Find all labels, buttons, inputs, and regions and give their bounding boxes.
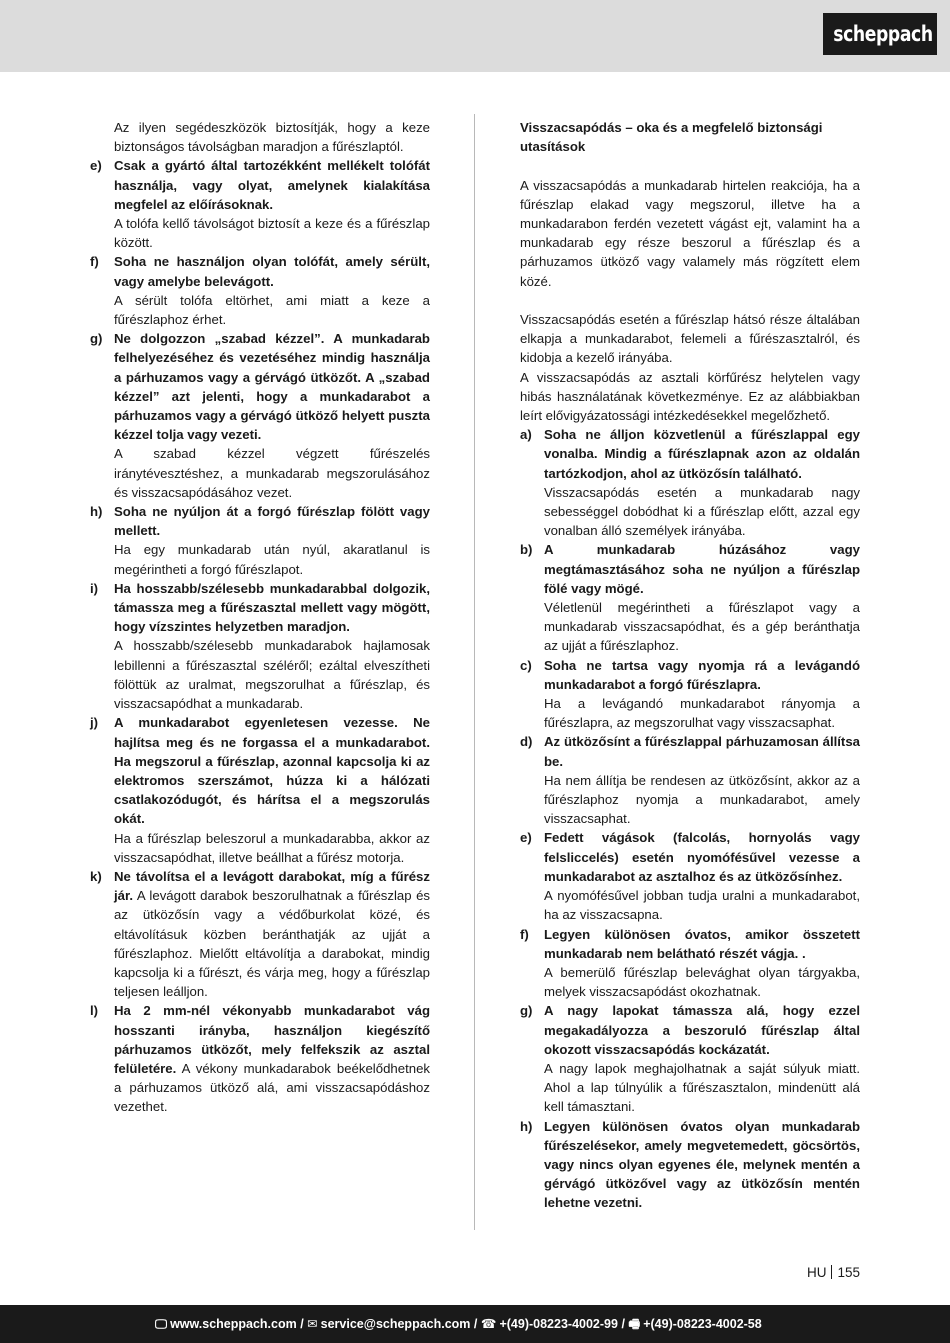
item-explanation: Visszacsapódás esetén a munkadarab nagy sebességgel dobódhat ki a fűrészlap előtt, azzal egy vonalban álló személyek irányába. bbox=[544, 484, 860, 539]
item-label: a) bbox=[520, 427, 532, 443]
list-item bbox=[520, 828, 860, 924]
list-item bbox=[520, 656, 860, 733]
item-explanation: A hosszabb/szélesebb munkadarabok hajlamosak lebillenni a fűrészasztal széléről; ezáltal elveszítheti fölöttük az uralmat, megszorulhat a fűrészlap, és visszacsapódhat a munkadarab. bbox=[114, 638, 430, 712]
item-instruction: Ha hosszabb/szélesebb munkadarabbal dolgozik, támassza meg a fűrészasztal mellett vagy mögött, hogy vízszintes helyzetben maradjon. bbox=[114, 580, 430, 635]
list-item bbox=[90, 502, 430, 579]
right-items-list bbox=[520, 425, 860, 1212]
intro-text: Az ilyen segédeszközök biztosítják, hogy a keze biztonságos távolságban maradjon a fűrészlaptól. bbox=[114, 120, 430, 155]
right-column bbox=[520, 118, 860, 1213]
item-label: h) bbox=[520, 1118, 533, 1134]
item-label: g) bbox=[90, 331, 103, 347]
footer-bar bbox=[0, 1305, 950, 1343]
item-label: e) bbox=[520, 830, 532, 846]
list-item bbox=[90, 867, 430, 1001]
left-column bbox=[90, 118, 430, 1117]
item-instruction: A munkadarabot egyenletesen vezesse. Ne hajlítsa meg és ne forgassa el a munkadarabot. Ha megszorul a fűrészlap, azonnal kapcsolja ki az elektromos szerszámot, húzza ki a hálózati csatlakozódugót, és hárítsa el a megszorulás okát. bbox=[114, 715, 430, 827]
email-link[interactable]: service@scheppach.com bbox=[320, 1317, 471, 1331]
item-explanation: Ha a fűrészlap beleszorul a munkadarabba, akkor az visszacsapódhat, illetve beállhat a fűrész motorja. bbox=[114, 830, 430, 865]
computer-icon: 🖵 bbox=[155, 1317, 168, 1331]
footer-separator: / bbox=[300, 1317, 304, 1331]
item-instruction: Soha ne használjon olyan tolófát, amely sérült, vagy amelybe belevágott. bbox=[114, 254, 430, 289]
item-label: b) bbox=[520, 542, 533, 558]
language-code: HU bbox=[806, 1265, 827, 1280]
item-label: e) bbox=[90, 158, 102, 174]
footer-separator: / bbox=[473, 1317, 478, 1331]
item-explanation: A nyomófésűvel jobban tudja uralni a munkadarabot, ha az visszacsapna. bbox=[544, 888, 860, 923]
list-item bbox=[520, 540, 860, 655]
scheppach-logo bbox=[823, 13, 937, 55]
item-explanation: Ha egy munkadarab után nyúl, akaratlanul is megérintheti a forgó fűrészlapot. bbox=[114, 542, 430, 577]
item-instruction: Ha 2 mm-nél vékonyabb munkadarabot vág hosszanti irányba, használjon kiegészítő párhuzamos ütközőt, mely felfekszik az asztal felületére. bbox=[114, 1003, 430, 1076]
item-instruction: A munkadarab húzásához vagy megtámasztásához soha ne nyúljon a fűrészlap fölé vagy mögé. bbox=[544, 542, 860, 596]
left-items-list bbox=[90, 156, 430, 1116]
phone-icon: ☎ bbox=[480, 1317, 497, 1331]
item-label: c) bbox=[520, 657, 532, 673]
item-instruction: Az ütközősínt a fűrészlappal párhuzamosan állítsa be. bbox=[544, 734, 860, 769]
list-item bbox=[90, 329, 430, 502]
item-label: f) bbox=[90, 254, 99, 270]
item-instruction: A nagy lapokat támassza alá, hogy ezzel megakadályozza a beszoruló fűrészlap által okozott visszacsapódás kockázatát. bbox=[544, 1003, 860, 1057]
item-instruction: Fedett vágások (falcolás, hornyolás vagy felsliccelés) esetén nyomófésűvel vezesse a munkadarabot az asztalhoz és az ütközősínhez. bbox=[544, 830, 860, 884]
item-instruction: Legyen különösen óvatos olyan munkadarab fűrészelésekor, amely megvetemedett, göcsörtös, vagy nincs olyan egyenes éle, melynek mentén a gérvágó ütközővel vagy az ütközősín mentén lehetne vezetni. bbox=[544, 1118, 860, 1211]
item-instruction: Soha ne álljon közvetlenül a fűrészlappal egy vonalba. Mindig a fűrészlapnak azon az oldalán tartózkodjon, ahol az ütközősín található. bbox=[544, 427, 860, 481]
item-instruction: Soha ne nyúljon át a forgó fűrészlap fölött vagy mellett. bbox=[114, 504, 430, 539]
item-explanation: A vékony munkadarabok beékelődhetnek a párhuzamos ütköző alá, ami visszacsapódáshoz vezethet. bbox=[114, 1060, 430, 1115]
list-item bbox=[90, 156, 430, 252]
item-explanation: Ha a levágandó munkadarabot rányomja a fűrészlapra, az megszorulhat vagy visszacsaphat. bbox=[544, 696, 860, 731]
list-item bbox=[90, 1001, 430, 1116]
page-number-value: 155 bbox=[837, 1265, 860, 1280]
paragraph-2: Visszacsapódás esetén a fűrészlap hátsó része általában elkapja a munkadarabot, felemeli a fűrészasztalról, és kidobja a kezelő irányába. bbox=[520, 312, 860, 366]
fax-number: +(49)-08223-4002-58 bbox=[643, 1317, 762, 1331]
header-band bbox=[0, 0, 950, 72]
list-item bbox=[90, 252, 430, 329]
item-label: j) bbox=[90, 715, 99, 731]
item-explanation: A szabad kézzel végzett fűrészelés iránytévesztéshez, a munkadarab megszorulásához és visszacsapódásához vezet. bbox=[114, 446, 430, 500]
list-item bbox=[520, 1117, 860, 1213]
item-instruction: Ne távolítsa el a levágott darabokat, míg a fűrész jár. bbox=[114, 868, 430, 904]
item-label: l) bbox=[90, 1003, 99, 1019]
item-label: g) bbox=[520, 1003, 533, 1019]
list-item bbox=[520, 1001, 860, 1116]
item-instruction: Ne dolgozzon „szabad kézzel”. A munkadarab felhelyezéséhez és vezetéséhez mindig használja a párhuzamos vagy a gérvágó ütközőt. A „szabad kézzel” azt jelenti, hogy a munkadarabot a párhuzamos vagy a gérvágó ütköző helyett puszta kézzel tolja vagy vezeti. bbox=[114, 331, 430, 443]
website-link[interactable]: www.scheppach.com bbox=[170, 1317, 297, 1331]
item-explanation: A nagy lapok meghajolhatnak a saját súlyuk miatt. Ahol a lap túlnyúlik a fűrészasztalon, mindenütt alá kell támasztani. bbox=[544, 1060, 860, 1115]
footer-separator: / bbox=[621, 1317, 625, 1331]
mail-icon: ✉ bbox=[307, 1317, 318, 1331]
item-label: d) bbox=[520, 734, 533, 750]
item-explanation: A tolófa kellő távolságot biztosít a keze és a fűrészlap között. bbox=[114, 216, 430, 251]
item-instruction: Soha ne tartsa vagy nyomja rá a levágandó munkadarabot a forgó fűrészlapra. bbox=[544, 657, 860, 692]
item-instruction: Legyen különösen óvatos, amikor összetett munkadarab nem belátható részét vágja. . bbox=[544, 926, 860, 961]
fax-icon: 🖷 bbox=[628, 1317, 641, 1331]
phone-number: +(49)-08223-4002-99 bbox=[499, 1317, 618, 1331]
section-heading: Visszacsapódás – oka és a megfelelő biztonsági utasítások bbox=[520, 120, 823, 155]
logo-text: scheppach bbox=[833, 22, 933, 46]
footer-contact bbox=[0, 1305, 950, 1343]
item-explanation: A bemerülő fűrészlap belevághat olyan tárgyakba, melyek visszacsapódást okozhatnak. bbox=[544, 964, 860, 1000]
page-number bbox=[760, 1264, 860, 1282]
list-item bbox=[90, 579, 430, 713]
list-item bbox=[520, 425, 860, 540]
item-label: f) bbox=[520, 926, 529, 942]
item-label: h) bbox=[90, 504, 103, 520]
item-instruction: Csak a gyártó által tartozékként mellékelt tolófát használja, vagy olyat, amelynek kialakítása megfelel az előírásoknak. bbox=[114, 158, 430, 212]
paragraph-3: A visszacsapódás az asztali körfűrész helytelen vagy hibás használatának következménye. Ez az alábbiakban leírt elővigyázatossági intézkedésekkel megelőzhető. bbox=[520, 369, 860, 424]
item-explanation: Véletlenül megérintheti a fűrészlapot vagy a munkadarab visszacsapódhat, és a gép beránthatja az ujját a fűrészlaphoz. bbox=[544, 600, 860, 654]
item-explanation: Ha nem állítja be rendesen az ütközősínt, akkor az a fűrészlaphoz nyomja a munkadarabot, amely visszacsaphat. bbox=[544, 772, 860, 827]
column-divider bbox=[474, 114, 475, 1230]
list-item bbox=[520, 732, 860, 828]
item-label: i) bbox=[90, 580, 99, 596]
paragraph-1: A visszacsapódás a munkadarab hirtelen reakciója, ha a fűrészlap elakad vagy megszorul, illetve ha a munkadarabon ferdén vezetett vágást ejt, valamint ha a munkadarab egy része beszorul a fűrészlap és a párhuzamos ütköző vagy valamely más rögzített elem közé. bbox=[520, 177, 860, 289]
list-item bbox=[90, 713, 430, 867]
item-explanation: A levágott darabok beszorulhatnak a fűrészlap és az ütközősín vagy a védőburkolat közé, és eltávolításuk közben beránthatják az ujját a fűrészlaphoz. Mielőtt eltávolítja a darabokat, mindig kapcsolja ki a fűrészt, és várja meg, hogy a fűrészlap teljesen leálljon. bbox=[114, 888, 431, 1000]
item-label: k) bbox=[90, 868, 102, 884]
item-explanation: A sérült tolófa eltörhet, ami miatt a keze a fűrészlaphoz érhet. bbox=[114, 292, 430, 328]
list-item bbox=[520, 925, 860, 1002]
